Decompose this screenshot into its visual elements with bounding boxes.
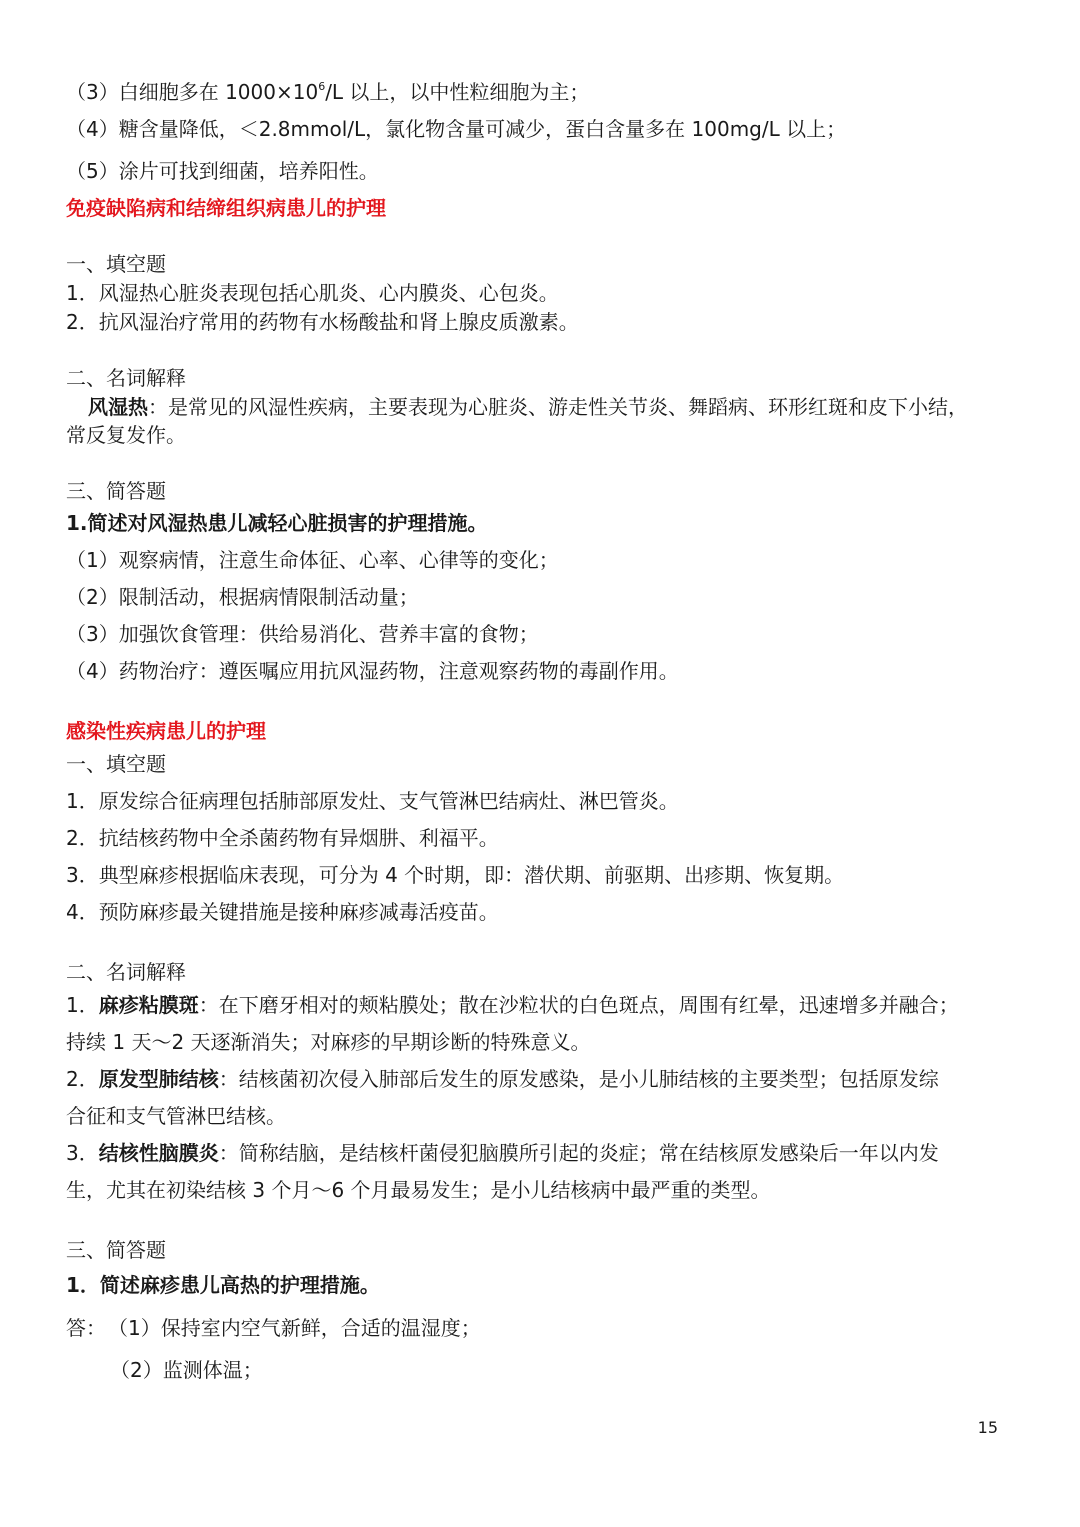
list-item: 2．抗结核药物中全杀菌药物有异烟肼、利福平。 — [66, 826, 499, 850]
list-item: 3．典型麻疹根据临床表现，可分为 4 个时期，即：潜伏期、前驱期、出疹期、恢复期。 — [66, 863, 845, 887]
answer-item: （4）药物治疗：遵医嘱应用抗风湿药物，注意观察药物的毒副作用。 — [66, 659, 679, 683]
term-definition-continued: 常反复发作。 — [66, 423, 186, 447]
section-heading: 三、简答题 — [66, 1238, 166, 1262]
answer-item: （2）监测体温； — [110, 1358, 263, 1382]
term-definition-continued: 生，尤其在初染结核 3 个月～6 个月最易发生；是小儿结核病中最严重的类型。 — [66, 1178, 771, 1202]
term-definition-continued: 合征和支气管淋巴结核。 — [66, 1104, 286, 1128]
term-name: 风湿热 — [88, 395, 148, 419]
term-definition: 风湿热：是常见的风湿性疾病，主要表现为心脏炎、游走性关节炎、舞蹈病、环形红斑和皮下小结， — [88, 395, 968, 419]
term-name: 麻疹粘膜斑 — [98, 993, 199, 1017]
list-item: 4．预防麻疹最关键措施是接种麻疹减毒活疫苗。 — [66, 900, 499, 924]
answer-item: （3）加强饮食管理：供给易消化、营养丰富的食物； — [66, 622, 539, 646]
term-definition: 3．结核性脑膜炎：简称结脑，是结核杆菌侵犯脑膜所引起的炎症；常在结核原发感染后一年以内发 — [66, 1141, 939, 1165]
term-definition: 2．原发型肺结核：结核菌初次侵入肺部后发生的原发感染，是小儿肺结核的主要类型；包括原发综 — [66, 1067, 939, 1091]
answer-prefix: 答： — [66, 1316, 106, 1340]
section-heading: 一、填空题 — [66, 752, 166, 776]
page-number: 15 — [977, 1418, 998, 1437]
section-heading: 二、名词解释 — [66, 366, 186, 390]
section-title: 感染性疾病患儿的护理 — [66, 719, 266, 743]
list-item: （5）涂片可找到细菌，培养阳性。 — [66, 159, 379, 183]
answer-item: （1）观察病情，注意生命体征、心率、心律等的变化； — [66, 548, 559, 572]
list-item: （3）白细胞多在 $1000\times 10^6/L$ 以上，以中性粒细胞为主； — [66, 80, 590, 104]
question: 1.简述对风湿热患儿减轻心脏损害的护理措施。 — [66, 511, 488, 535]
term-definition: 1．麻疹粘膜斑：在下磨牙相对的颊粘膜处；散在沙粒状的白色斑点，周围有红晕，迅速增多并融合； — [66, 993, 959, 1017]
answer-item: 答： （1）保持室内空气新鲜，合适的温湿度； — [66, 1316, 481, 1340]
list-item: 1．风湿热心脏炎表现包括心肌炎、心内膜炎、心包炎。 — [66, 281, 559, 305]
section-heading: 二、名词解释 — [66, 960, 186, 984]
term-definition-continued: 持续 1 天～2 天逐渐消失；对麻疹的早期诊断的特殊意义。 — [66, 1030, 591, 1054]
section-heading: 三、简答题 — [66, 479, 166, 503]
term-name: 原发型肺结核 — [98, 1067, 219, 1091]
term-name: 结核性脑膜炎 — [98, 1141, 219, 1165]
section-heading: 一、填空题 — [66, 252, 166, 276]
answer-item: （2）限制活动，根据病情限制活动量； — [66, 585, 419, 609]
section-title: 免疫缺陷病和结缔组织病患儿的护理 — [66, 196, 386, 220]
list-item: 1．原发综合征病理包括肺部原发灶、支气管淋巴结病灶、淋巴管炎。 — [66, 789, 679, 813]
question: 1．简述麻疹患儿高热的护理措施。 — [66, 1273, 380, 1297]
list-item: （4）糖含量降低，＜2.8mmol/L，氯化物含量可减少，蛋白含量多在 100mg/L 以上； — [66, 117, 847, 141]
list-item: 2．抗风湿治疗常用的药物有水杨酸盐和肾上腺皮质激素。 — [66, 310, 579, 334]
